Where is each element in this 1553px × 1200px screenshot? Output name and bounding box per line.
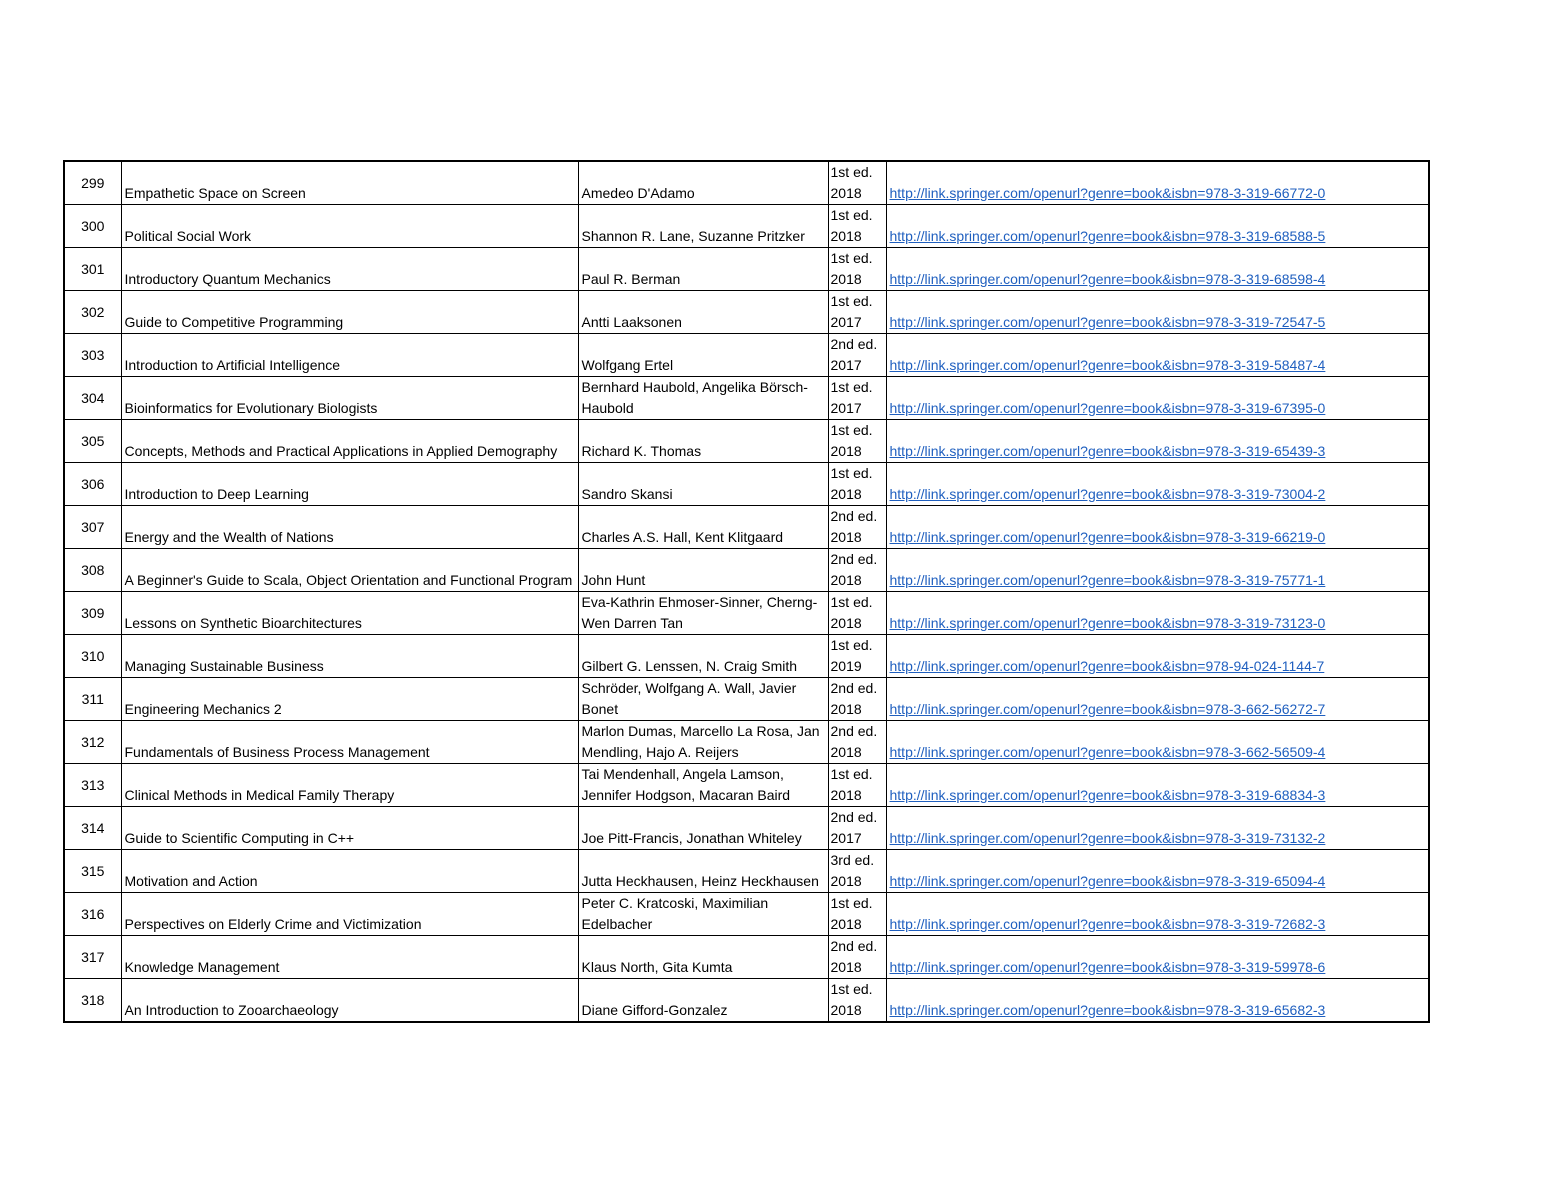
table-row <box>64 936 1429 979</box>
book-link[interactable]: http://link.springer.com/openurl?genre=book&isbn=978-3-319-67395-0 <box>889 399 1326 416</box>
book-title: Concepts, Methods and Practical Applications in Applied Demography <box>124 442 558 459</box>
link-cell <box>886 205 1429 248</box>
book-link[interactable]: http://link.springer.com/openurl?genre=book&isbn=978-3-319-73123-0 <box>889 614 1326 631</box>
book-edition: 1st ed. <box>830 895 873 911</box>
book-title: Managing Sustainable Business <box>124 657 324 674</box>
authors-cell <box>578 205 828 248</box>
edition-cell <box>828 506 886 549</box>
book-link[interactable]: http://link.springer.com/openurl?genre=book&isbn=978-3-319-68598-4 <box>889 270 1326 287</box>
book-link[interactable]: http://link.springer.com/openurl?genre=book&isbn=978-3-319-65094-4 <box>889 872 1326 889</box>
book-title: Energy and the Wealth of Nations <box>124 528 334 545</box>
book-title-cell <box>121 764 578 807</box>
book-year: 2017 <box>830 399 862 416</box>
book-edition: 1st ed. <box>830 637 873 653</box>
book-title: Fundamentals of Business Process Management <box>124 743 430 760</box>
book-authors: Antti Laaksonen <box>581 313 682 330</box>
authors-cell <box>578 248 828 291</box>
authors-cell <box>578 420 828 463</box>
table-row <box>64 850 1429 893</box>
book-title: Bioinformatics for Evolutionary Biologists <box>124 399 378 416</box>
book-list-table <box>63 160 1430 1023</box>
edition-cell <box>828 721 886 764</box>
row-number <box>64 420 121 463</box>
row-number-text: 317 <box>81 948 105 965</box>
link-cell <box>886 893 1429 936</box>
book-title-cell <box>121 463 578 506</box>
book-edition: 1st ed. <box>830 465 873 481</box>
link-cell <box>886 248 1429 291</box>
table-row <box>64 205 1429 248</box>
book-link[interactable]: http://link.springer.com/openurl?genre=book&isbn=978-3-319-65439-3 <box>889 442 1326 459</box>
book-title: Engineering Mechanics 2 <box>124 700 282 717</box>
book-title: A Beginner's Guide to Scala, Object Orientation and Functional Program <box>124 571 573 588</box>
row-number-text: 312 <box>81 733 105 750</box>
edition-cell <box>828 549 886 592</box>
edition-cell <box>828 678 886 721</box>
book-title: Guide to Scientific Computing in C++ <box>124 829 355 846</box>
book-authors: Jutta Heckhausen, Heinz Heckhausen <box>581 872 819 889</box>
book-title-cell <box>121 506 578 549</box>
row-number-text: 305 <box>81 432 105 449</box>
authors-cell <box>578 592 828 635</box>
edition-cell <box>828 248 886 291</box>
book-year: 2018 <box>830 485 862 502</box>
book-year: 2018 <box>830 1001 862 1018</box>
book-authors: Bernhard Haubold, Angelika Börsch-Haubold <box>581 379 808 416</box>
edition-cell <box>828 635 886 678</box>
book-authors: Marlon Dumas, Marcello La Rosa, Jan Mendling, Hajo A. Reijers <box>581 723 820 760</box>
book-link[interactable]: http://link.springer.com/openurl?genre=book&isbn=978-3-319-65682-3 <box>889 1001 1326 1018</box>
book-year: 2018 <box>830 270 862 287</box>
authors-cell <box>578 635 828 678</box>
table-row <box>64 334 1429 377</box>
book-title-cell <box>121 377 578 420</box>
book-authors: Tai Mendenhall, Angela Lamson, Jennifer Hodgson, Macaran Baird <box>581 766 791 803</box>
link-cell <box>886 161 1429 205</box>
book-year: 2017 <box>830 313 862 330</box>
table-row <box>64 592 1429 635</box>
book-year: 2018 <box>830 184 862 201</box>
row-number <box>64 334 121 377</box>
edition-cell <box>828 979 886 1023</box>
book-title: Introductory Quantum Mechanics <box>124 270 331 287</box>
edition-cell <box>828 893 886 936</box>
row-number <box>64 291 121 334</box>
authors-cell <box>578 721 828 764</box>
book-edition: 1st ed. <box>830 379 873 395</box>
row-number-text: 301 <box>81 260 105 277</box>
book-authors: Peter C. Kratcoski, Maximilian Edelbacher <box>581 895 769 932</box>
table-row <box>64 377 1429 420</box>
link-cell <box>886 850 1429 893</box>
link-cell <box>886 979 1429 1023</box>
table-row <box>64 979 1429 1023</box>
book-title: Lessons on Synthetic Bioarchitectures <box>124 614 362 631</box>
book-link[interactable]: http://link.springer.com/openurl?genre=book&isbn=978-3-319-68588-5 <box>889 227 1326 244</box>
table-row <box>64 678 1429 721</box>
book-link[interactable]: http://link.springer.com/openurl?genre=book&isbn=978-94-024-1144-7 <box>889 657 1325 674</box>
edition-cell <box>828 334 886 377</box>
row-number <box>64 979 121 1023</box>
book-authors: Wolfgang Ertel <box>581 356 674 373</box>
book-edition: 2nd ed. <box>830 809 878 825</box>
book-authors: Charles A.S. Hall, Kent Klitgaard <box>581 528 784 545</box>
row-number-text: 314 <box>81 819 105 836</box>
book-edition: 1st ed. <box>830 422 873 438</box>
row-number-text: 306 <box>81 475 105 492</box>
book-title-cell <box>121 850 578 893</box>
book-authors: Shannon R. Lane, Suzanne Pritzker <box>581 227 805 244</box>
authors-cell <box>578 764 828 807</box>
book-title: Guide to Competitive Programming <box>124 313 344 330</box>
book-title: Political Social Work <box>124 227 252 244</box>
book-authors: Paul R. Berman <box>581 270 681 287</box>
authors-cell <box>578 893 828 936</box>
book-link[interactable]: http://link.springer.com/openurl?genre=book&isbn=978-3-319-58487-4 <box>889 356 1326 373</box>
table-row <box>64 764 1429 807</box>
book-edition: 2nd ed. <box>830 508 878 524</box>
book-title: Introduction to Deep Learning <box>124 485 309 502</box>
book-link[interactable]: http://link.springer.com/openurl?genre=book&isbn=978-3-319-66219-0 <box>889 528 1326 545</box>
link-cell <box>886 463 1429 506</box>
book-edition: 1st ed. <box>830 594 873 610</box>
authors-cell <box>578 936 828 979</box>
row-number-text: 299 <box>81 174 105 191</box>
book-link[interactable]: http://link.springer.com/openurl?genre=book&isbn=978-3-319-72547-5 <box>889 313 1326 330</box>
book-title-cell <box>121 678 578 721</box>
link-cell <box>886 291 1429 334</box>
link-cell <box>886 721 1429 764</box>
book-edition: 1st ed. <box>830 164 873 180</box>
edition-cell <box>828 205 886 248</box>
book-year: 2018 <box>830 227 862 244</box>
book-edition: 1st ed. <box>830 207 873 223</box>
book-authors: Sandro Skansi <box>581 485 673 502</box>
table-body <box>64 161 1429 1022</box>
book-edition: 1st ed. <box>830 250 873 266</box>
book-title-cell <box>121 893 578 936</box>
row-number-text: 307 <box>81 518 105 535</box>
link-cell <box>886 936 1429 979</box>
edition-cell <box>828 592 886 635</box>
authors-cell <box>578 506 828 549</box>
authors-cell <box>578 850 828 893</box>
book-title-cell <box>121 248 578 291</box>
authors-cell <box>578 678 828 721</box>
book-authors: Joe Pitt-Francis, Jonathan Whiteley <box>581 829 802 846</box>
book-title-cell <box>121 936 578 979</box>
authors-cell <box>578 334 828 377</box>
book-link[interactable]: http://link.springer.com/openurl?genre=book&isbn=978-3-319-73004-2 <box>889 485 1326 502</box>
book-edition: 2nd ed. <box>830 723 878 739</box>
row-number <box>64 506 121 549</box>
authors-cell <box>578 807 828 850</box>
row-number-text: 316 <box>81 905 105 922</box>
book-title-cell <box>121 334 578 377</box>
book-edition: 2nd ed. <box>830 680 878 696</box>
row-number <box>64 463 121 506</box>
table-row <box>64 807 1429 850</box>
book-edition: 1st ed. <box>830 766 873 782</box>
edition-cell <box>828 807 886 850</box>
row-number <box>64 248 121 291</box>
book-edition: 1st ed. <box>830 981 873 997</box>
book-year: 2018 <box>830 958 862 975</box>
book-title: Perspectives on Elderly Crime and Victimization <box>124 915 422 932</box>
edition-cell <box>828 850 886 893</box>
row-number-text: 313 <box>81 776 105 793</box>
link-cell <box>886 807 1429 850</box>
edition-cell <box>828 936 886 979</box>
link-cell <box>886 549 1429 592</box>
book-title: Motivation and Action <box>124 872 258 889</box>
book-edition: 2nd ed. <box>830 551 878 567</box>
edition-cell <box>828 291 886 334</box>
row-number-text: 303 <box>81 346 105 363</box>
book-edition: 3rd ed. <box>830 852 875 868</box>
link-cell <box>886 678 1429 721</box>
row-number <box>64 893 121 936</box>
book-title: Empathetic Space on Screen <box>124 184 306 201</box>
authors-cell <box>578 463 828 506</box>
book-title-cell <box>121 721 578 764</box>
book-year: 2018 <box>830 872 862 889</box>
book-title: Clinical Methods in Medical Family Therapy <box>124 786 395 803</box>
link-cell <box>886 334 1429 377</box>
book-year: 2018 <box>830 571 862 588</box>
book-edition: 2nd ed. <box>830 336 878 352</box>
table-row <box>64 506 1429 549</box>
book-link[interactable]: http://link.springer.com/openurl?genre=book&isbn=978-3-662-56272-7 <box>889 700 1326 717</box>
book-year: 2018 <box>830 528 862 545</box>
link-cell <box>886 377 1429 420</box>
book-edition: 2nd ed. <box>830 938 878 954</box>
row-number <box>64 161 121 205</box>
table-row <box>64 248 1429 291</box>
link-cell <box>886 506 1429 549</box>
book-link[interactable]: http://link.springer.com/openurl?genre=book&isbn=978-3-319-72682-3 <box>889 915 1326 932</box>
book-link[interactable]: http://link.springer.com/openurl?genre=book&isbn=978-3-662-56509-4 <box>889 743 1326 760</box>
table-row <box>64 721 1429 764</box>
row-number-text: 309 <box>81 604 105 621</box>
table-row <box>64 291 1429 334</box>
book-year: 2017 <box>830 356 862 373</box>
book-link[interactable]: http://link.springer.com/openurl?genre=book&isbn=978-3-319-68834-3 <box>889 786 1326 803</box>
book-title-cell <box>121 291 578 334</box>
link-cell <box>886 764 1429 807</box>
link-cell <box>886 592 1429 635</box>
book-title-cell <box>121 807 578 850</box>
row-number <box>64 549 121 592</box>
book-authors: Schröder, Wolfgang A. Wall, Javier Bonet <box>581 680 797 717</box>
row-number <box>64 592 121 635</box>
link-cell <box>886 635 1429 678</box>
book-link[interactable]: http://link.springer.com/openurl?genre=book&isbn=978-3-319-66772-0 <box>889 184 1326 201</box>
edition-cell <box>828 764 886 807</box>
row-number <box>64 850 121 893</box>
row-number <box>64 807 121 850</box>
row-number-text: 300 <box>81 217 105 234</box>
book-title-cell <box>121 979 578 1023</box>
table-row <box>64 420 1429 463</box>
book-authors: John Hunt <box>581 571 646 588</box>
book-year: 2018 <box>830 700 862 717</box>
book-authors: Klaus North, Gita Kumta <box>581 958 733 975</box>
row-number <box>64 635 121 678</box>
book-link[interactable]: http://link.springer.com/openurl?genre=book&isbn=978-3-319-75771-1 <box>889 571 1326 588</box>
book-title-cell <box>121 420 578 463</box>
book-edition: 1st ed. <box>830 293 873 309</box>
authors-cell <box>578 291 828 334</box>
book-year: 2018 <box>830 614 862 631</box>
book-title: Knowledge Management <box>124 958 280 975</box>
edition-cell <box>828 161 886 205</box>
row-number <box>64 764 121 807</box>
table-row <box>64 463 1429 506</box>
authors-cell <box>578 161 828 205</box>
edition-cell <box>828 420 886 463</box>
book-title-cell <box>121 635 578 678</box>
book-year: 2018 <box>830 442 862 459</box>
authors-cell <box>578 979 828 1023</box>
book-authors: Richard K. Thomas <box>581 442 702 459</box>
book-authors: Eva-Kathrin Ehmoser-Sinner, Cherng-Wen Darren Tan <box>581 594 818 631</box>
book-title-cell <box>121 592 578 635</box>
book-authors: Amedeo D'Adamo <box>581 184 695 201</box>
authors-cell <box>578 377 828 420</box>
row-number <box>64 721 121 764</box>
book-year: 2017 <box>830 829 862 846</box>
book-year: 2018 <box>830 743 862 760</box>
book-title: An Introduction to Zooarchaeology <box>124 1001 339 1018</box>
table-row <box>64 161 1429 205</box>
row-number-text: 304 <box>81 389 105 406</box>
row-number <box>64 377 121 420</box>
book-authors: Diane Gifford-Gonzalez <box>581 1001 728 1018</box>
book-year: 2018 <box>830 915 862 932</box>
book-title-cell <box>121 205 578 248</box>
book-link[interactable]: http://link.springer.com/openurl?genre=book&isbn=978-3-319-73132-2 <box>889 829 1326 846</box>
row-number <box>64 678 121 721</box>
row-number-text: 310 <box>81 647 105 664</box>
edition-cell <box>828 377 886 420</box>
row-number-text: 315 <box>81 862 105 879</box>
row-number <box>64 936 121 979</box>
row-number-text: 311 <box>81 690 104 707</box>
book-link[interactable]: http://link.springer.com/openurl?genre=book&isbn=978-3-319-59978-6 <box>889 958 1326 975</box>
row-number-text: 302 <box>81 303 105 320</box>
book-authors: Gilbert G. Lenssen, N. Craig Smith <box>581 657 798 674</box>
table-row <box>64 893 1429 936</box>
row-number <box>64 205 121 248</box>
row-number-text: 318 <box>81 991 105 1008</box>
book-year: 2018 <box>830 786 862 803</box>
edition-cell <box>828 463 886 506</box>
book-title-cell <box>121 549 578 592</box>
table-row <box>64 635 1429 678</box>
authors-cell <box>578 549 828 592</box>
book-title: Introduction to Artificial Intelligence <box>124 356 341 373</box>
table-row <box>64 549 1429 592</box>
row-number-text: 308 <box>81 561 105 578</box>
link-cell <box>886 420 1429 463</box>
book-title-cell <box>121 161 578 205</box>
book-year: 2019 <box>830 657 862 674</box>
